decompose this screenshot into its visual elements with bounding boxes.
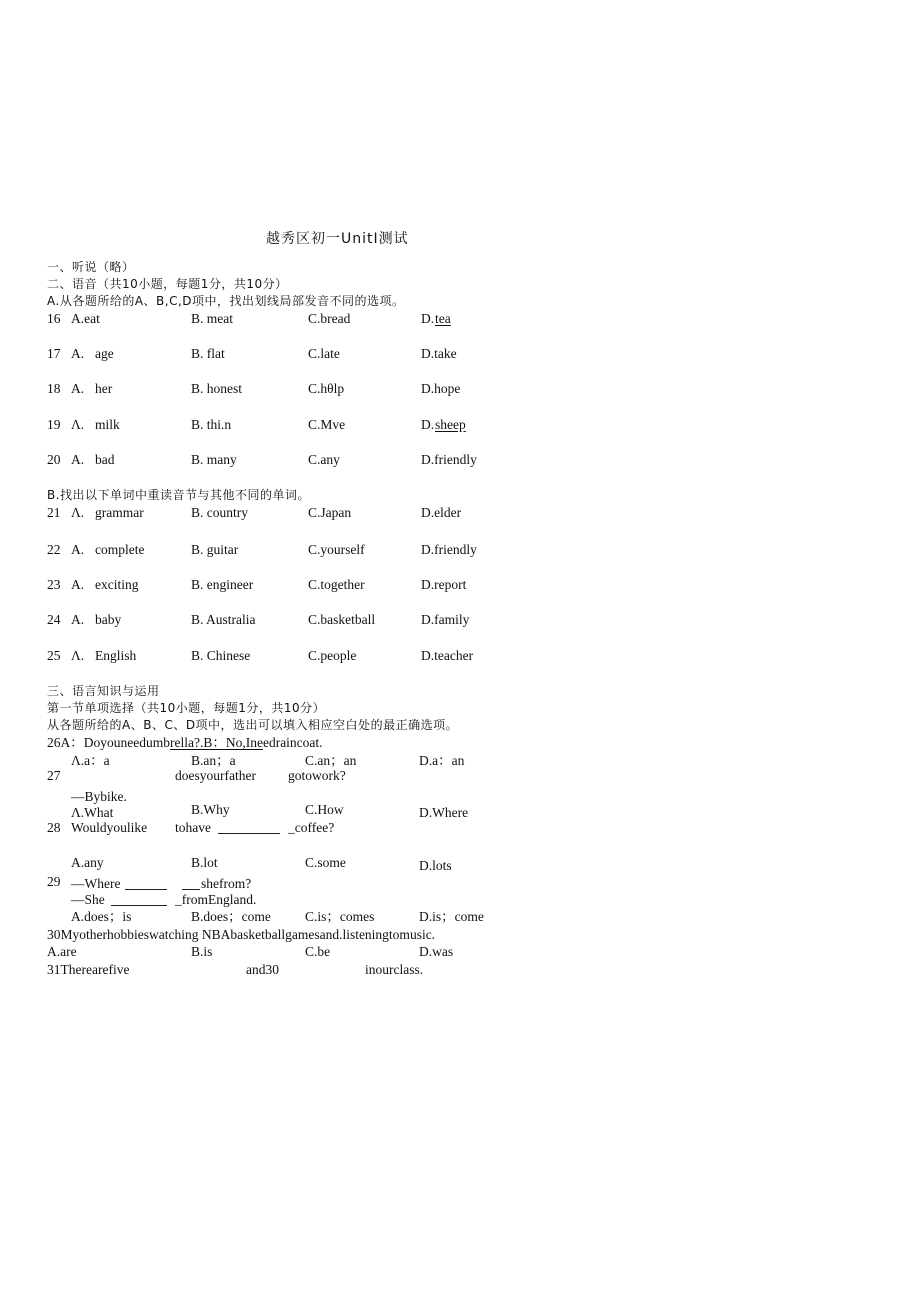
q24-number: 24	[47, 612, 61, 627]
q28-option-d: D.lots	[419, 858, 452, 873]
question-30: 30Myotherhobbieswatching NBAbasketballgamesand.listeningtomusic.	[47, 927, 436, 942]
q27-option-b: B.Why	[191, 802, 230, 817]
section-2a-instruction: A.从各题所给的A、B,C,D项中，找出划线局部发音不同的选项。	[47, 294, 405, 308]
section-3-part1-heading: 第一节单项选择（共10小题，每题1分，共10分）	[47, 701, 326, 715]
q20-number: 20	[47, 452, 61, 467]
q28-text-3: _coffee?	[288, 820, 335, 835]
q26-text-post: edraincoat.	[262, 735, 323, 750]
section-3-instruction: 从各题所给的A、B、C、D项中，选出可以填入相应空白处的最正确选项。	[47, 718, 459, 732]
q24-option-d: D.family	[421, 612, 470, 627]
q29-number: 29	[47, 874, 61, 889]
q23-option-a: A.	[71, 577, 85, 592]
q28-text-1: Wouldyoulike	[71, 820, 148, 835]
q31-text-1: 31Therearefive	[47, 962, 130, 977]
q24-option-c: C.basketball	[308, 612, 376, 627]
q25-option-c: C.people	[308, 648, 357, 663]
q30-option-d: D.was	[419, 944, 454, 959]
q28-blank	[218, 833, 280, 834]
q20-option-aw: bad	[95, 452, 115, 467]
q18-number: 18	[47, 381, 61, 396]
q19-option-a: Λ.	[71, 417, 85, 432]
q27-number: 27	[47, 768, 61, 783]
q27-text-2: gotowork?	[288, 768, 346, 783]
q17-option-c: C.late	[308, 346, 340, 361]
q29-option-a: A.does；is	[71, 909, 132, 924]
q26-text-pre: 26A：Doyouneedumb	[47, 735, 170, 750]
q24-option-b: B. Australia	[191, 612, 256, 627]
q21-option-c: C.Japan	[308, 505, 352, 520]
q19-option-c: C.Mve	[308, 417, 346, 432]
q20-option-d: D.friendly	[421, 452, 477, 467]
q16-option-b: B. meat	[191, 311, 233, 326]
q30-option-c: C.be	[305, 944, 331, 959]
q16-option-d: D.	[421, 311, 435, 326]
q18-option-d: D.hope	[421, 381, 461, 396]
section-2-heading: 二、语音（共10小题，每题1分，共10分）	[47, 277, 288, 291]
q25-option-a: Λ.	[71, 648, 85, 663]
q24-option-aw: baby	[95, 612, 122, 627]
q26-text-underlined: rella?.B：No,Ine	[169, 735, 263, 750]
q23-option-aw: exciting	[95, 577, 139, 592]
q18-option-b: B. honest	[191, 381, 243, 396]
q19-option-d: D.	[421, 417, 435, 432]
q23-option-d: D.report	[421, 577, 467, 592]
q26-option-a: Λ.a：a	[71, 753, 110, 768]
q29-option-d: D.is；come	[419, 909, 484, 924]
q18-option-aw: her	[95, 381, 113, 396]
q28-text-2: tohave	[175, 820, 211, 835]
q17-option-b: B. flat	[191, 346, 225, 361]
q18-option-c: C.hθlp	[308, 381, 345, 396]
q31-text-2: and30	[246, 962, 279, 977]
q22-option-d: D.friendly	[421, 542, 477, 557]
q16-option-a: A.eat	[71, 311, 100, 326]
q27-option-a: Λ.What	[71, 805, 114, 820]
q21-option-aw: grammar	[95, 505, 144, 520]
q28-option-b: B.lot	[191, 855, 218, 870]
q17-number: 17	[47, 346, 61, 361]
q21-number: 21	[47, 505, 61, 520]
q26-option-c: C.an；an	[305, 753, 357, 768]
q28-number: 28	[47, 820, 61, 835]
q27-answer-line: —Bybike.	[71, 789, 127, 804]
q21-option-a: Λ.	[71, 505, 85, 520]
section-1-heading: 一、听说（略）	[47, 260, 135, 274]
q17-option-aw: age	[95, 346, 114, 361]
q28-option-c: C.some	[305, 855, 346, 870]
q19-number: 19	[47, 417, 61, 432]
q22-option-b: B. guitar	[191, 542, 239, 557]
q26-option-b: B.an；a	[191, 753, 236, 768]
q20-option-a: A.	[71, 452, 85, 467]
q19-option-b: B. thi.n	[191, 417, 232, 432]
q21-option-b: B. country	[191, 505, 248, 520]
q19-option-dw: sheep	[435, 417, 466, 432]
q23-number: 23	[47, 577, 61, 592]
q24-option-a: A.	[71, 612, 85, 627]
q29-line-1a: —Where	[71, 876, 121, 891]
q20-option-b: B. many	[191, 452, 237, 467]
q27-option-c: C.How	[305, 802, 344, 817]
q20-option-c: C.any	[308, 452, 340, 467]
page-title: 越秀区初一UnitI测试	[266, 231, 409, 247]
q30-option-b: B.is	[191, 944, 213, 959]
section-3-heading: 三、语言知识与运用	[47, 684, 160, 698]
q21-option-d: D.elder	[421, 505, 462, 520]
q25-option-b: B. Chinese	[191, 648, 251, 663]
q29-line-2b: _fromEngland.	[175, 892, 257, 907]
q19-option-aw: milk	[95, 417, 120, 432]
q22-number: 22	[47, 542, 61, 557]
q29-line-2a: —She	[71, 892, 105, 907]
q30-option-a: A.are	[47, 944, 77, 959]
q25-number: 25	[47, 648, 61, 663]
q25-option-d: D.teacher	[421, 648, 474, 663]
q29-line-1b: shefrom?	[201, 876, 252, 891]
q29-blank-2	[111, 905, 167, 906]
q23-option-b: B. engineer	[191, 577, 254, 592]
q17-option-d: D.take	[421, 346, 457, 361]
q27-text-1: doesyourfather	[175, 768, 256, 783]
q27-option-d: D.Where	[419, 805, 469, 820]
q17-option-a: A.	[71, 346, 85, 361]
q29-blank-1a	[125, 889, 167, 890]
q28-option-a: A.any	[71, 855, 104, 870]
q29-option-c: C.is；comes	[305, 909, 375, 924]
q23-option-c: C.together	[308, 577, 365, 592]
q29-option-b: B.does；come	[191, 909, 271, 924]
q25-option-aw: English	[95, 648, 137, 663]
q16-option-c: C.bread	[308, 311, 351, 326]
question-26	[47, 735, 323, 751]
q22-option-a: A.	[71, 542, 85, 557]
q29-blank-1b	[182, 889, 200, 890]
q18-option-a: A.	[71, 381, 85, 396]
section-2b-instruction: B.找出以下单词中重读音节与其他不同的单词。	[47, 488, 311, 502]
q31-text-3: inourclass.	[365, 962, 424, 977]
q22-option-aw: complete	[95, 542, 145, 557]
q26-option-d: D.a：an	[419, 753, 465, 768]
q16-number: 16	[47, 311, 61, 326]
q16-option-dw: tea	[435, 311, 451, 326]
q22-option-c: C.yourself	[308, 542, 365, 557]
